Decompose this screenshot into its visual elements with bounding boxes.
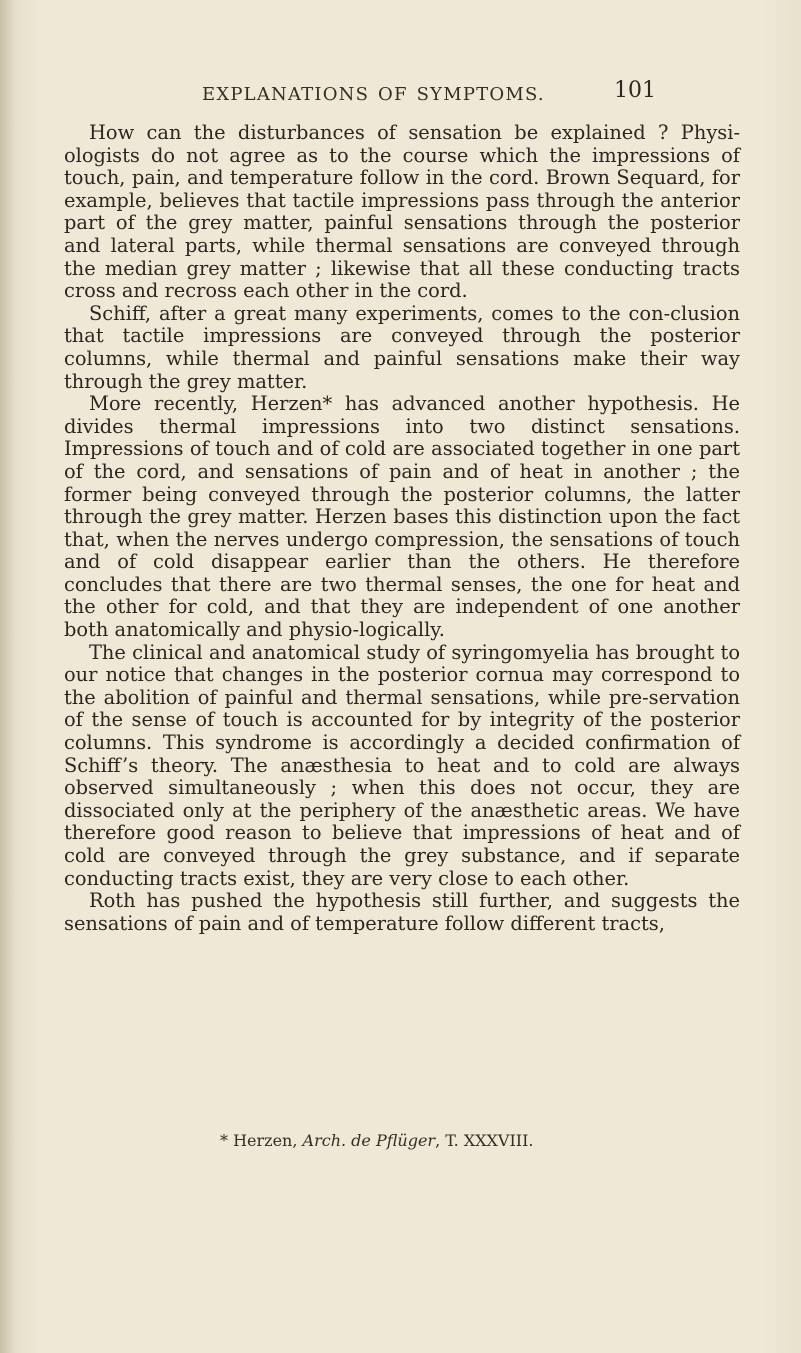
footnote-prefix: * Herzen, [220, 1131, 303, 1150]
paragraph: How can the disturbances of sensation be explained ? Physi-ologists do not agree as to the course which the impressions of touch, pain, and temperature follow in the cord. Brown Sequard, for example, believes that tactile impressions pass through the anterior part of the grey matter, painful sensations through the posterior and lateral parts, while thermal sensations are conveyed through the median grey matter ; likewise that all these conducting tracts cross and recross each other in the cord. [64, 121, 740, 303]
paragraph: Schiff, after a great many experiments, comes to the con-clusion that tactile impressions are conveyed through the posterior columns, while thermal and painful sensations make their way through the grey matter. [64, 301, 740, 393]
body-text [64, 122, 740, 935]
footnote [220, 1131, 534, 1150]
paragraph: More recently, Herzen* has advanced another hypothesis. He divides thermal impressions into two distinct sensations. Impressions of touch and of cold are associated together in one part of the cord, and sensations of pain and of heat in another ; the former being conveyed through the posterior columns, the latter through the grey matter. Herzen bases this distinction upon the fact that, when the nerves undergo compression, the sensations of touch and of cold disappear earlier than the others. He therefore concludes that there are two thermal senses, the one for heat and the other for cold, and that they are independent of one another both anatomically and physio-logically. [64, 392, 740, 642]
paragraph: Roth has pushed the hypothesis still further, and suggests the sensations of pain and of temperature follow different tracts, [64, 889, 740, 935]
footnote-suffix: , T. XXXVIII. [435, 1131, 534, 1150]
running-head: EXPLANATIONS OF SYMPTOMS. [202, 84, 545, 105]
paragraph: The clinical and anatomical study of syringomyelia has brought to our notice that changes in the posterior cornua may correspond to the abolition of painful and thermal sensations, while pre-servation of the sense of touch is accounted for by integrity of the posterior columns. This syndrome is accordingly a decided confirmation of Schiff’s theory. The anæsthesia to heat and to cold are always observed simultaneously ; when this does not occur, they are dissociated only at the periphery of the anæsthetic areas. We have therefore good reason to believe that impressions of heat and of cold are conveyed through the grey substance, and if separate conducting tracts exist, they are very close to each other. [64, 640, 740, 890]
page-gutter-shadow [0, 0, 16, 1353]
footnote-journal: Arch. de Pflüger [302, 1131, 436, 1150]
page-number: 101 [614, 78, 656, 103]
